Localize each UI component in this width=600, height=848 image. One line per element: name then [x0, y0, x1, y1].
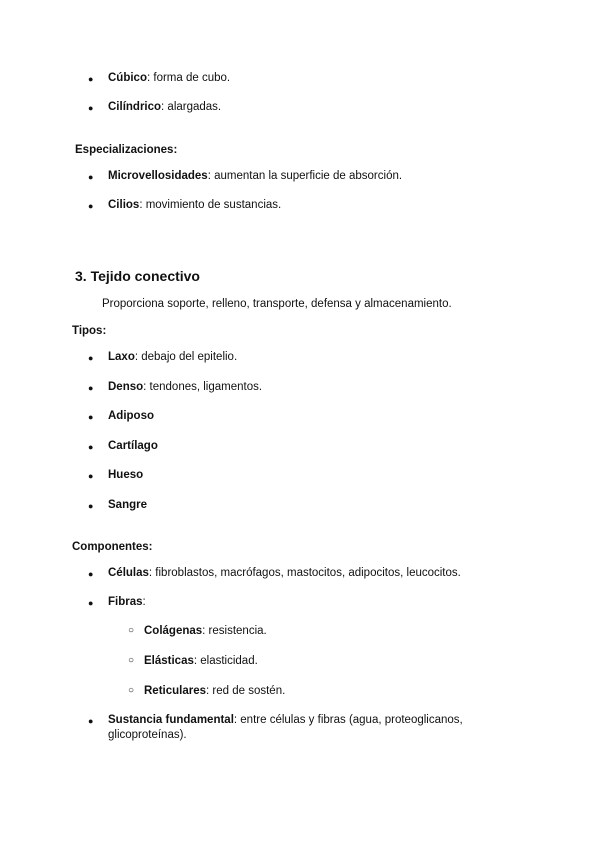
sub-item-elasticas: [144, 654, 258, 668]
bullet-icon: ●: [88, 471, 94, 481]
bullet-icon: ●: [88, 412, 94, 422]
bullet-icon: ●: [88, 172, 94, 182]
list-item-adiposo: [108, 409, 154, 423]
desc: : aumentan la superficie de absorción.: [207, 170, 403, 182]
term: Cilios: [108, 199, 140, 211]
desc: : forma de cubo.: [146, 72, 231, 84]
desc: : entre células y fibras (agua, proteoglicanos, glicoproteínas).: [108, 714, 463, 741]
desc: : fibroblastos, macrófagos, mastocitos, adipocitos, leucocitos.: [148, 567, 461, 579]
term: Reticulares: [144, 685, 207, 697]
circle-bullet-icon: ○: [128, 655, 135, 666]
list-item-laxo: [108, 350, 237, 364]
list-item-sustancia-fundamental: [108, 713, 468, 743]
term: Cúbico: [108, 72, 147, 84]
term: Cilíndrico: [108, 101, 162, 113]
bullet-icon: ●: [88, 74, 94, 84]
bullet-icon: ●: [88, 103, 94, 113]
bullet-icon: ●: [88, 442, 94, 452]
desc: : debajo del epitelio.: [134, 351, 238, 363]
desc: : movimiento de sustancias.: [139, 199, 282, 211]
list-item-cilios: [108, 198, 281, 212]
list-item-denso: [108, 380, 262, 394]
term: Cartílago: [108, 440, 158, 452]
term: Laxo: [108, 351, 135, 363]
term: Hueso: [108, 469, 144, 481]
desc: : red de sostén.: [206, 685, 286, 697]
list-item-hueso: [108, 468, 143, 482]
tipos-label: Tipos:: [72, 325, 107, 337]
section-heading: 3. Tejido conectivo: [75, 268, 200, 284]
desc: :: [142, 596, 146, 608]
bullet-icon: ●: [88, 201, 94, 211]
circle-bullet-icon: ○: [128, 625, 135, 636]
bullet-icon: ●: [88, 501, 94, 511]
especializaciones-label: Especializaciones:: [75, 144, 178, 156]
circle-bullet-icon: ○: [128, 685, 135, 696]
list-item-cilindrico: [108, 100, 221, 114]
bullet-icon: ●: [88, 569, 94, 579]
term: Células: [108, 567, 149, 579]
bullet-icon: ●: [88, 716, 94, 726]
componentes-label: Componentes:: [72, 541, 153, 553]
desc: : elasticidad.: [193, 655, 258, 667]
term: Denso: [108, 381, 144, 393]
list-item-cubico: [108, 71, 230, 85]
list-item-celulas: [108, 566, 461, 580]
bullet-icon: ●: [88, 353, 94, 363]
list-item-fibras: [108, 595, 146, 609]
list-item-sangre: [108, 498, 147, 512]
term: Microvellosidades: [108, 170, 208, 182]
term: Fibras: [108, 596, 143, 608]
term: Colágenas: [144, 625, 203, 637]
bullet-icon: ●: [88, 598, 94, 608]
list-item-microvellosidades: [108, 169, 402, 183]
term: Sangre: [108, 499, 147, 511]
desc: : alargadas.: [161, 101, 222, 113]
bullet-icon: ●: [88, 383, 94, 393]
term: Sustancia fundamental: [108, 714, 234, 726]
term: Adiposo: [108, 410, 154, 422]
sub-item-reticulares: [144, 684, 285, 698]
desc: : resistencia.: [202, 625, 267, 637]
sub-item-colagenas: [144, 624, 267, 638]
section-intro: Proporciona soporte, relleno, transporte, defensa y almacenamiento.: [102, 298, 452, 310]
list-item-cartilago: [108, 439, 158, 453]
term: Elásticas: [144, 655, 194, 667]
desc: : tendones, ligamentos.: [143, 381, 263, 393]
